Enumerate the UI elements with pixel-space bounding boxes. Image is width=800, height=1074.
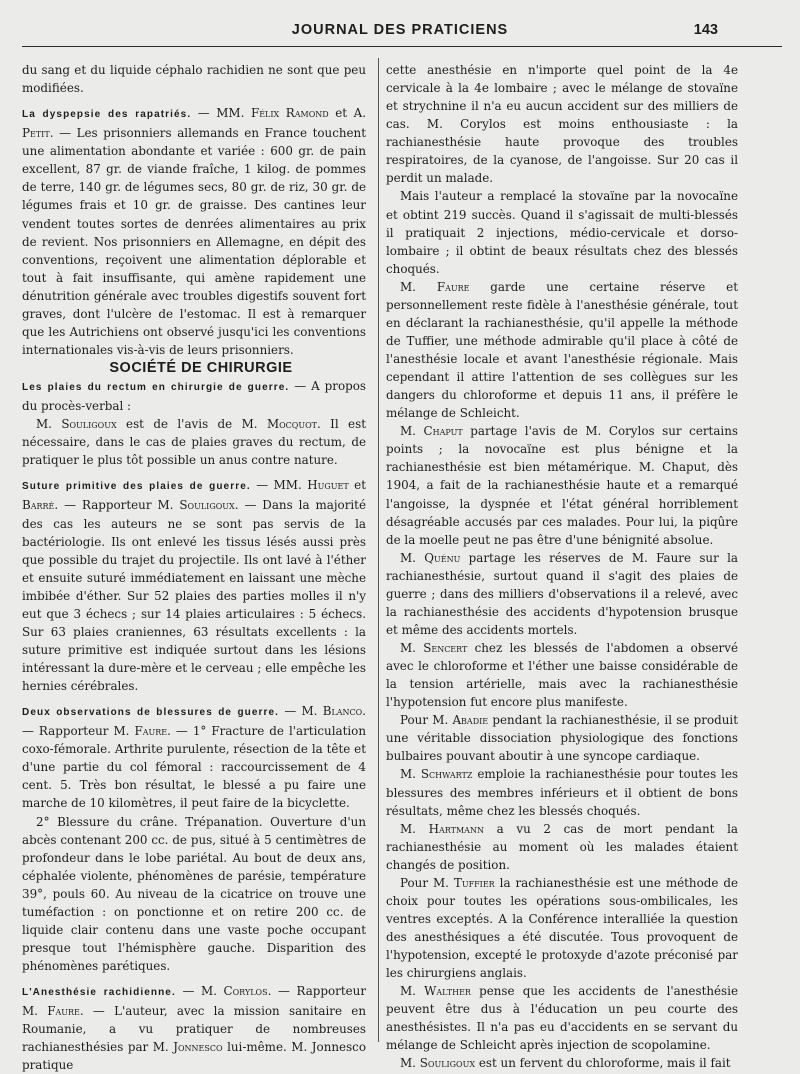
paragraph: M. Hartmann a vu 2 cas de mort pendant la rachianesthésie au moment où les malades étaient changés de position. (386, 821, 738, 872)
author-name: Faure (134, 724, 168, 739)
author-name: Sencert (423, 641, 468, 655)
section-title: SOCIÉTÉ DE CHIRURGIE (109, 360, 293, 376)
entry-suture: Suture primitive des plaies de guerre. — MM. Huguet et Barré. — Rapporteur M. Souligoux. — Dans la majorité des cas les auteurs ne se sont pas servis de la bactériologie. Ils ont enlevé les tissus lésés aussi près que possible du trajet du projectile. Ils ont lavé à l'éther et ensuite suturé immédiatement en laissant une mèche imbibée d'éther. Sur 52 plaies des parties molles il n'y eut que 3 échecs ; sur 14 plaies articulaires : 5 échecs. Sur 63 plaies craniennes, 63 résultats excellents : la suture primitive est indiquée surtout dans les lésions intéressant la dure-mère et le cerveau ; elle empêche les hernies cérébrales. (22, 478, 366, 694)
author-name: Corylos (223, 984, 268, 999)
left-column (22, 61, 366, 1074)
entry-deux-observations: Deux observations de blessures de guerre. — M. Blanco. — Rapporteur M. Faure. — 1° Fracture de l'articulation coxo-fémorale. Arthrite purulente, résection de la tête et d'une partie du col fémoral : raccourcissement de 4 cent. 5. Très bon résultat, le blessé a pu faire une marche de 10 kilomètres, il peut faire de la bicyclette. (22, 704, 367, 811)
paragraph: 2° Blessure du crâne. Trépanation. Ouverture d'un abcès contenant 200 cc. de pus, situé à 5 centimètres de profondeur dans le lobe pariétal. Au bout de deux ans, céphalée violente, phénomènes de parésie, température 39°, pouls 60. Au niveau de la cicatrice on trouve une tuméfaction : on ponctionne et on retire 200 cc. de liquide clair contenu dans une vaste poche occupant presque tout l'hémisphère gauche. Disparition des phénomènes parétiques. (22, 814, 366, 973)
author-name: Mocquot (266, 417, 317, 432)
right-column (386, 61, 738, 1073)
author-name: Chaput (423, 424, 463, 439)
author-name: Souligoux (419, 1056, 476, 1071)
author-name: Quénu (424, 550, 461, 565)
paragraph-continuation: cette anesthésie en n'importe quel point de la 4e cervicale à la 4e lombaire ; avec le mélange de stovaïne et strychnine il n'a eu aucun accident sur des milliers de cas. M. Corylos est moins enthousiaste : la rachianesthésie haute provoque des troubles respiratoires, de la cyanose, de l'angoisse. Sur 20 cas il perdit un malade. (386, 63, 738, 186)
author-name: Hartmann (428, 821, 484, 836)
journal-title: JOURNAL DES PRATICIENS (291, 22, 509, 38)
paragraph: M. Faure garde une certaine réserve et personnellement reste fidèle à l'anesthésie générale, tout en déclarant la rachianesthésie, qu'il appelle la méthode de Tuffier, une méthode admirable qu'il place à côté de l'anesthésie locale et avant l'anesthésie régionale. Mais cependant il attire l'attention de ses collègues sur les dangers du chloroforme et depuis 11 ans, il préfère le mélange de Schleicht. (386, 279, 738, 421)
paragraph: M. Schwartz emploie la rachianesthésie pour toutes les blessures des membres inférieurs et il obtient de bons résultats, même chez les blessés choqués. (386, 767, 738, 818)
page-number: 143 (693, 22, 718, 38)
author-name: Souligoux (61, 417, 117, 432)
author-name: Huguet (307, 478, 349, 493)
author-name: Souligoux (179, 498, 235, 513)
author-name: Faure (47, 1004, 80, 1019)
paragraph: Mais l'auteur a remplacé la stovaïne par la novocaïne et obtint 219 succès. Quand il s'agissait de multi-blessés il pratiquait 2 injections, médio-cervicale et dorso-lombaire ; il obtint de beaux résultats chez des blessés choqués. (386, 189, 738, 276)
paragraph: Pour M. Tuffier la rachianesthésie est une méthode de choix pour toutes les opérations sous-ombilicales, les ventres exceptés. A la Conférence interalliée la question des anesthésiques a été discutée. Tous provoquent de l'hypotension, excepté le protoxyde d'azote préconisé par les chirurgiens anglais. (386, 875, 738, 981)
page-header (20, 22, 780, 44)
author-name: Walther (424, 984, 471, 999)
entry-heading: Suture primitive des plaies de guerre. (22, 481, 251, 493)
author-name: Jonnesco (173, 1040, 223, 1055)
author-name: Faure (436, 279, 470, 294)
paragraph: M. Walther pense que les accidents de l'anesthésie peuvent être dus à l'éducation un peu courte des anesthésistes. Il n'a pas eu d'accidents en se servant du mélange de Schleicht après injection de scopolamine. (386, 984, 738, 1053)
paragraph: Pour M. Abadie pendant la rachianesthésie, il se produit une véritable dissociation physiologique des fonctions bulbaires pouvant aboutir à une syncope cardiaque. (386, 713, 738, 764)
entry-plaies-rectum: Les plaies du rectum en chirurgie de guerre. — A propos du procès-verbal : (22, 379, 366, 414)
entry-heading: L'Anesthésie rachidienne. (22, 987, 176, 999)
paragraph-continuation: du sang et du liquide céphalo rachidien ne sont que peu modifiées. (22, 63, 366, 96)
entry-heading: Deux observations de blessures de guerre. (22, 707, 280, 719)
header-rule (22, 46, 782, 47)
author-name: Tuffier (453, 875, 495, 890)
author-name: Félix Ramond (250, 106, 329, 121)
entry-dyspepsie: La dyspepsie des rapatriés. — MM. Félix Ramond et A. Petit. — Les prisonniers allemands en France touchent une alimentation abondante et variée : 600 gr. de pain excellent, 87 gr. de viande fraîche, 1 kilog. de pommes de terre, 140 gr. de légumes secs, 80 gr. de riz, 30 gr. de légumes frais et 10 gr. de graisse. Des cantines leur vendent toutes sortes de denrées alimentaires au prix de revient. Nos prisonniers en Allemagne, en dépit des conventions, reçoivent une alimentation déplorable et tout à fait insuffisante, qui amène rapidement une dénutrition générale avec troubles digestifs souvent fort graves, dont l'ulcère de l'estomac. Il est à remarquer que les Autrichiens ont observé jusqu'ici les conventions internationales vis-à-vis de leurs prisonniers. (22, 106, 366, 357)
paragraph: M. Souligoux est de l'avis de M. Mocquot. Il est nécessaire, dans le cas de plaies graves du rectum, de pratiquer le plus tôt possible un anus contre nature. (22, 417, 366, 468)
paragraph: M. Chaput partage l'avis de M. Corylos sur certains points ; la novocaïne est plus bénigne et la rachianesthésie est bien métamérique. M. Chaput, dès 1904, a fait de la rachianesthésie haute et a remarqué l'angoisse, la dyspnée et l'état général horriblement désagréable accusés par ces malades. Pour lui, la piqûre de la moelle peut ne pas être d'une bénignité absolue. (386, 424, 738, 547)
author-name: Schwartz (420, 767, 473, 782)
entry-heading: Les plaies du rectum en chirurgie de guerre. (22, 382, 290, 394)
author-name: Barré (22, 498, 55, 513)
entry-anesthesie: L'Anesthésie rachidienne. — M. Corylos. — Rapporteur M. Faure. — L'auteur, avec la mission sanitaire en Roumanie, a vu pratiquer de nombreuses rachianesthésies par M. Jonnesco lui-même. M. Jonnesco pratique (22, 984, 367, 1073)
paragraph: M. Quénu partage les réserves de M. Faure sur la rachianesthésie, surtout quand il s'agit des plaies de guerre ; dans des milliers d'observations il a relevé, avec la rachianesthésie des accidents d'hypotension brusque et même des accidents mortels. (386, 550, 738, 637)
author-name: Blanco (322, 704, 363, 719)
paragraph: M. Souligoux est un fervent du chloroforme, mais il fait (400, 1056, 731, 1071)
entry-heading: La dyspepsie des rapatriés. (22, 109, 192, 121)
author-name: A. Petit (22, 106, 366, 141)
column-divider (378, 58, 379, 1042)
paragraph: M. Sencert chez les blessés de l'abdomen a observé avec le chloroforme et l'éther une baisse considérable de la tension artérielle, mais avec la rachianesthésie l'hypotension fut encore plus manifeste. (386, 641, 738, 710)
author-name: Abadie (452, 713, 489, 728)
